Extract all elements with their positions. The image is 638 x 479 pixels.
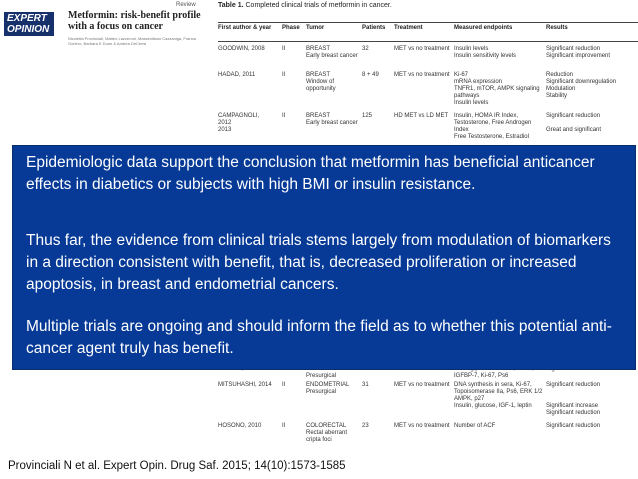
citation: Provinciali N et al. Expert Opin. Drug Saf. 2015; 14(10):1573-1585 [8, 460, 346, 472]
table-cell: II [282, 423, 286, 429]
table-cell: Presurgical [306, 373, 337, 379]
table-header-treatment: Treatment [394, 25, 423, 31]
table-cell: Ki-67 mRNA expression TNFR1, mTOR, AMPK signaling pathways Insulin levels [454, 72, 540, 106]
table-cell: Number of ACF [454, 423, 496, 429]
table-cell: 23 [362, 423, 369, 429]
table-cell: Significant reduction Significant increase Significant reduction [546, 382, 601, 416]
table-cell: 8 + 49 [362, 72, 379, 78]
table-cell: II [282, 382, 286, 388]
table-cell: HD MET vs LD MET [394, 113, 449, 119]
table-header-results: Results [546, 25, 568, 31]
table-title [218, 2, 392, 9]
callout-paragraph-2: Thus far, the evidence from clinical trials stems largely from modulation of biomarkers in a direction consistent with benefit, that is, decreased proliferation or increased apoptosis, in breast and endometrial cancers. [26, 232, 611, 293]
table-top-rule [218, 22, 638, 23]
table-cell: HOSONO, 2010 [218, 423, 262, 429]
table-cell: Insulin, HOMA IR Index, Testosterone, Free Androgen Index Free Testosterone, Estradiol [454, 113, 532, 140]
table-cell: MET vs no treatment [394, 382, 450, 388]
table-cell: II [282, 113, 286, 119]
table-cell: MET vs no treatment [394, 423, 450, 429]
callout-paragraph-1: Epidemiologic data support the conclusion that metformin has beneficial anticancer effects in diabetics or subjects with high BMI or insulin resistance. [26, 154, 595, 193]
review-label: Review [176, 2, 196, 8]
article-authors: Nicoletta Provinciali, Matteo Lazzeroni, Massimiliano Cazzaniga, Franca Gorlero, Barbara K Dunn & Andrea DeCensi [68, 36, 196, 46]
table-header-patients: Patients [362, 25, 386, 31]
table-cell: Significant reduction Significant improvement [546, 46, 611, 59]
logo-line-1: EXPERT [7, 13, 47, 24]
summary-callout [12, 145, 636, 370]
logo-line-2: OPINION [7, 24, 50, 35]
journal-logo [4, 12, 54, 36]
table-cell: COLORECTAL Rectal aberrant cripta foci [306, 423, 348, 443]
table-cell: Reduction Significant downregulation Modulation Stability [546, 72, 617, 99]
article-title: Metformin: risk-benefit profile with a focus on cancer [68, 10, 201, 32]
table-number: Table 1. [218, 2, 244, 9]
table-cell: BREAST Early breast cancer [306, 113, 358, 126]
table-cell: BREAST Early breast cancer [306, 46, 358, 59]
table-cell: DNA synthesis in sera, Ki-67, Topoisomerase IIa, Ps6, ERK 1/2 AMPK, p27 Insulin, glucose, IGF-1, leptin [454, 382, 543, 409]
table-cell: Insulin levels Insulin sensitivity levels [454, 46, 517, 59]
table-cell: 125 [362, 113, 373, 119]
table-caption: Completed clinical trials of metformin in cancer. [245, 2, 392, 9]
table-cell: ENDOMETRIAL Presurgical [306, 382, 350, 395]
table-cell: II [282, 72, 286, 78]
table-cell: IGFBP-7, Ki-67, Ps6 [454, 373, 509, 379]
table-cell: MET vs no treatment [394, 72, 450, 78]
table-cell: HADAD, 2011 [218, 72, 256, 78]
table-cell: MET vs no treatment [394, 46, 450, 52]
table-cell: CAMPAGNOLI, 2012 2013 [218, 113, 260, 133]
table-cell: 31 [362, 382, 369, 388]
table-header-author: First author & year [218, 25, 272, 31]
table-cell: Significant reduction [546, 423, 601, 429]
table-cell: Significant reduction Great and significant [546, 113, 602, 133]
table-cell: II [282, 46, 286, 52]
callout-paragraph-3: Multiple trials are ongoing and should inform the field as to whether this potential anti-cancer agent truly has benefit. [26, 318, 612, 357]
table-cell: 32 [362, 46, 369, 52]
table-header-rule [218, 41, 638, 42]
table-header-phase: Phase [282, 25, 300, 31]
table-cell: BREAST Window of opportunity [306, 72, 336, 92]
table-header-endpoints: Measured endpoints [454, 25, 513, 31]
table-cell: MITSUHASHI, 2014 [218, 382, 272, 388]
table-header-tumor: Tumor [306, 25, 325, 31]
table-cell: GOODWIN, 2008 [218, 46, 265, 52]
